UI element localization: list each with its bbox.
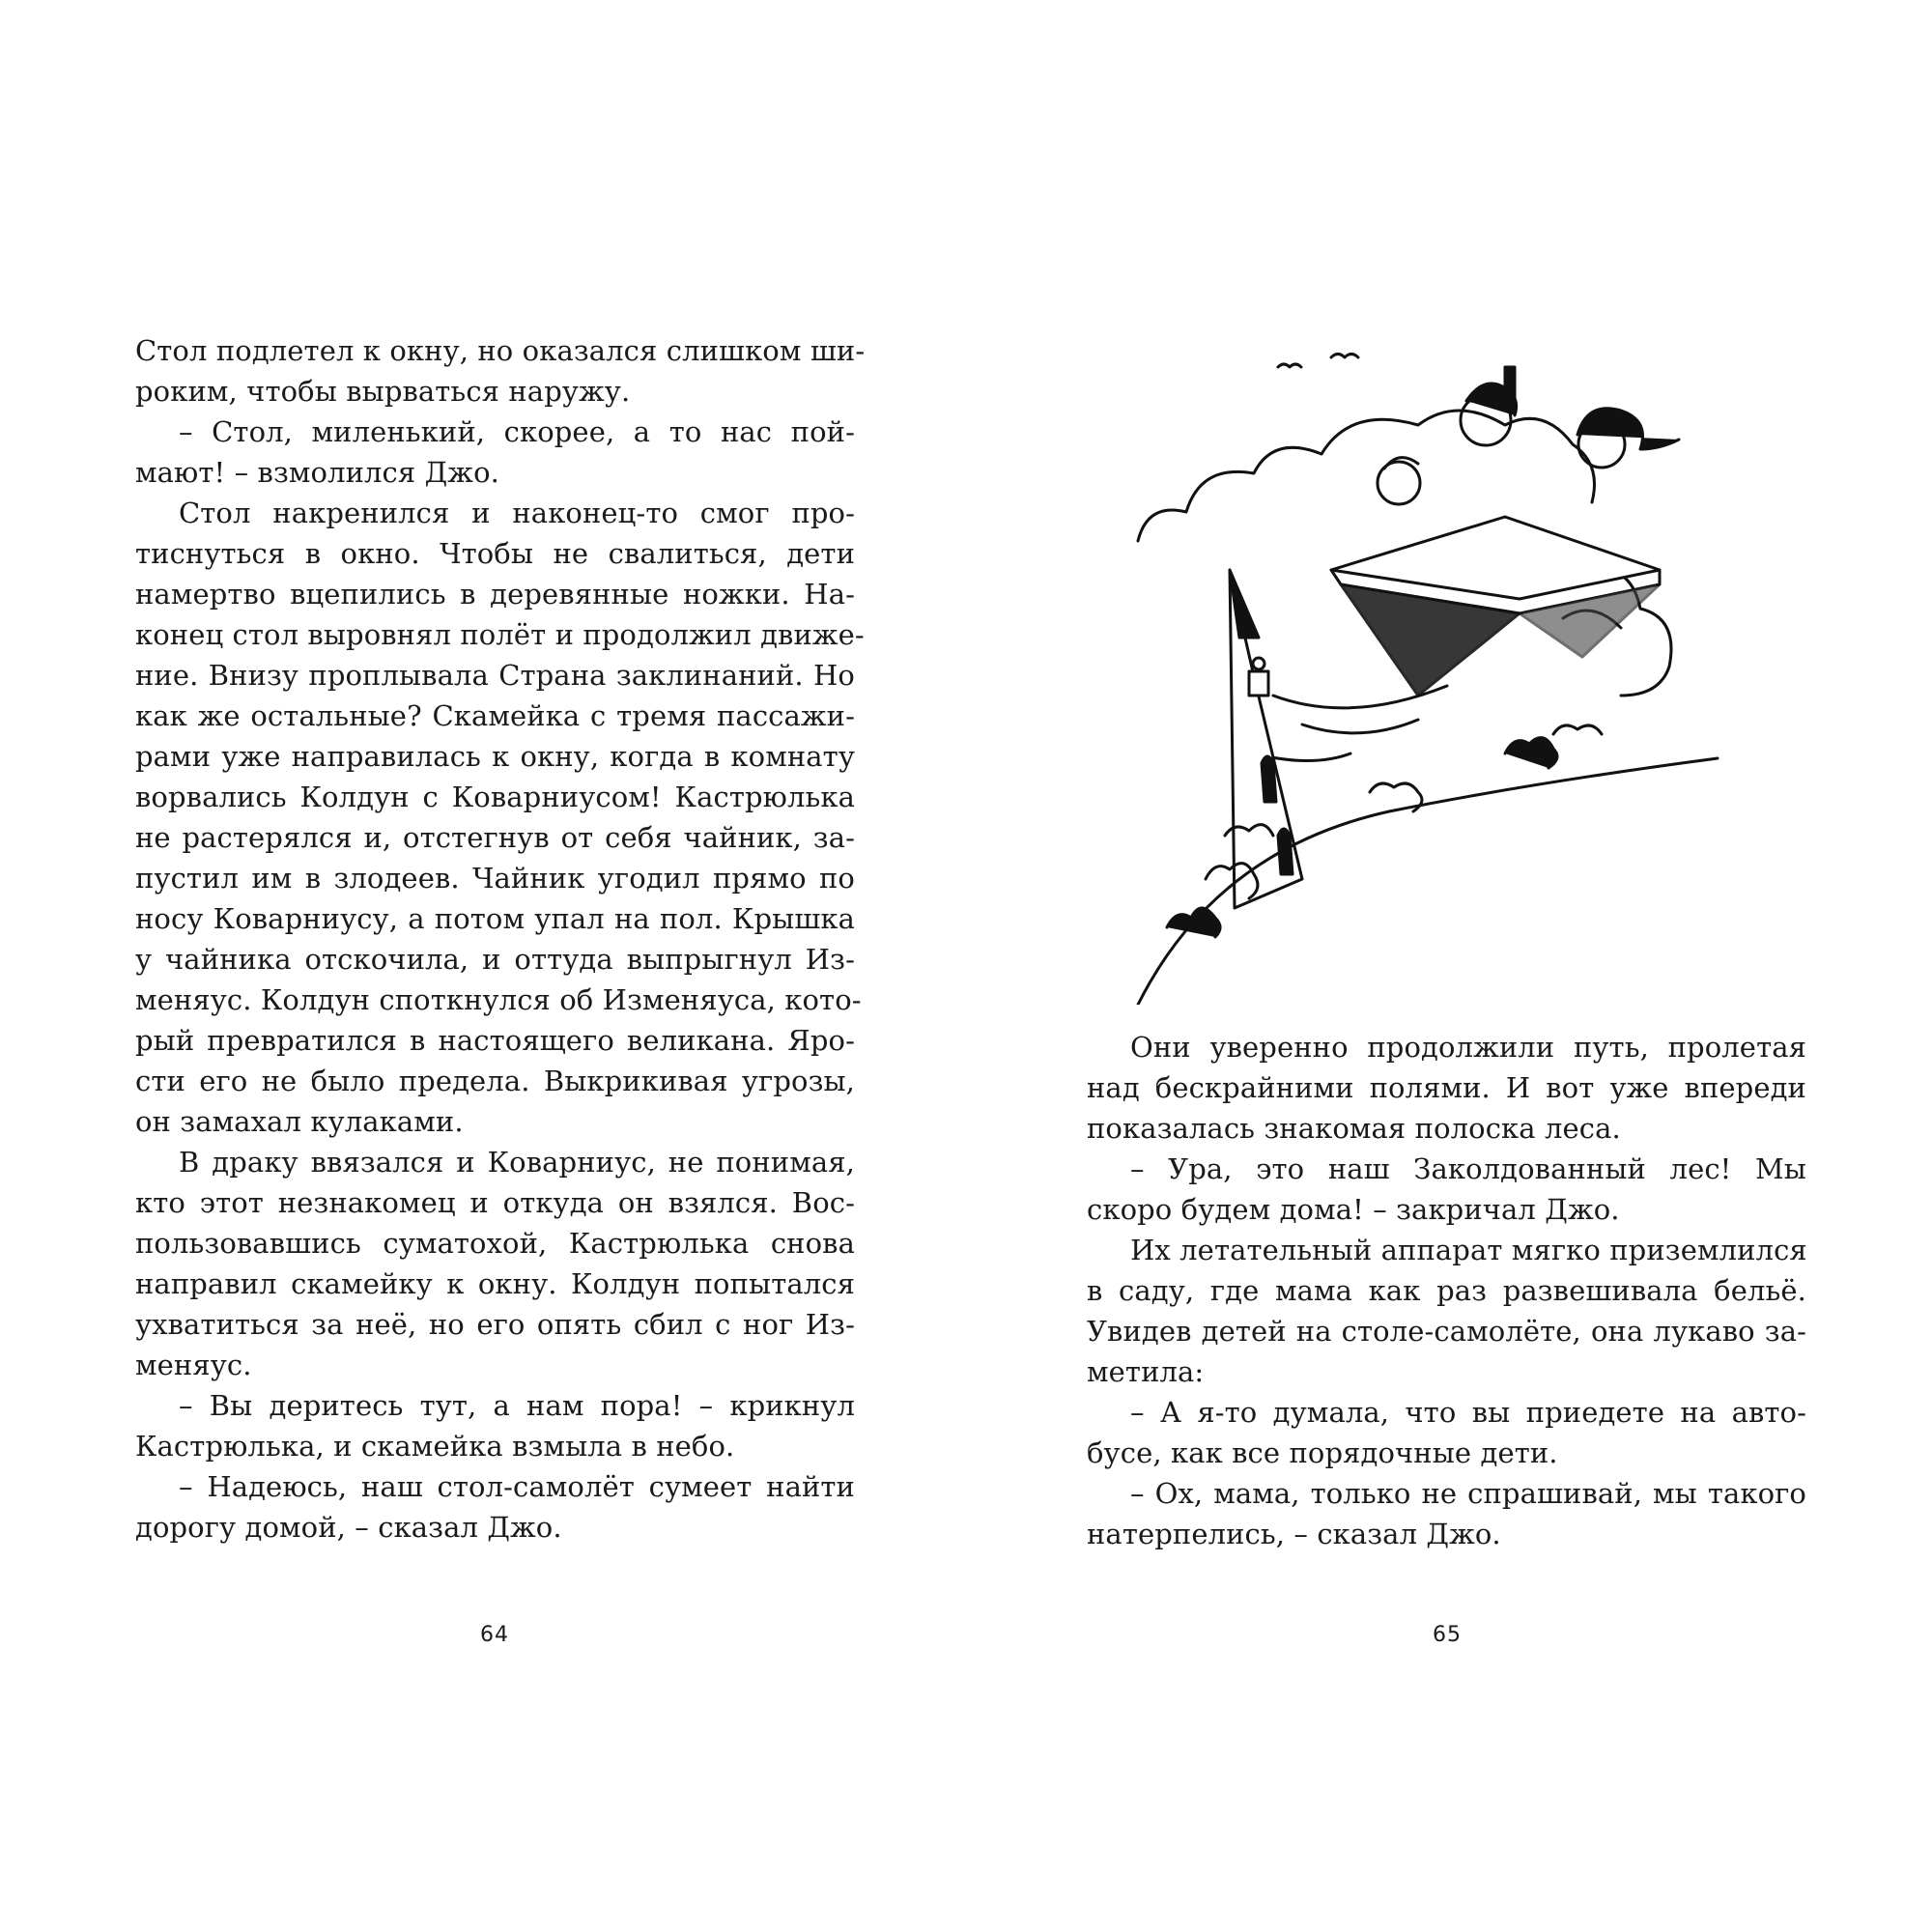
text-line: скоро будем дома! – закричал Джо. [1087,1193,1620,1226]
table-shape [1331,517,1660,599]
text-line: бусе, как все порядочные дети. [1087,1436,1558,1469]
text-line: Увидев детей на столе-самолёте, она лукаво за- [1087,1315,1806,1348]
speed-line [1302,720,1418,733]
text-line: в саду, где мама как раз развешивала бельё. [1087,1274,1806,1307]
text-line: дорогу домой, – сказал Джо. [135,1511,562,1544]
flying-table-illustration [1080,309,1756,1005]
text-line: Они уверенно продолжили путь, пролетая [1130,1031,1806,1064]
text-line: меняус. [135,1349,252,1381]
text-line: ворвались Колдун с Коварниусом! Кастрюлька [135,781,855,813]
text-line: роким, чтобы вырваться наружу. [135,375,631,408]
text-line: сти его не было предела. Выкрикивая угрозы, [135,1065,855,1097]
text-line: он замахал кулаками. [135,1105,464,1138]
page-number-left: 64 [480,1623,509,1647]
hill-shape [1138,758,1718,1005]
text-line: как же остальные? Скамейка с тремя пассажи- [135,699,855,732]
text-line: В драку ввязался и Коварниус, не понимая, [179,1146,855,1179]
text-line: – Вы деритесь тут, а нам пора! – крикнул [179,1389,855,1422]
text-line: пустил им в злодеев. Чайник угодил прямо по [135,862,855,895]
text-line: Стол накренился и наконец-то смог про- [179,497,855,529]
text-line: не растерялся и, отстегнув от себя чайник, за- [135,821,855,854]
text-line: носу Коварниусу, а потом упал на пол. Крышка [135,902,855,935]
text-line: рый превратился в настоящего великана. Яро- [135,1024,855,1057]
text-line: – Ура, это наш Заколдованный лес! Мы [1130,1152,1806,1185]
text-line: Их летательный аппарат мягко приземлился [1130,1234,1807,1266]
text-line: кто этот незнакомец и откуда он взялся. Вос- [135,1186,855,1219]
text-line: рами уже направилась к окну, когда в комнату [135,740,855,773]
left-page-text [135,330,866,1548]
bird-icon [1331,355,1358,358]
text-line: – Стол, миленький, скорее, а то нас пой- [179,415,855,448]
table-shadow [1341,584,1520,696]
text-line: намертво вцепились в деревянные ножки. На- [135,578,855,611]
right-page [966,0,1932,1932]
bird-icon [1278,364,1301,367]
bush-icon [1553,725,1602,734]
text-line: тиснуться в окно. Чтобы не свалиться, дети [135,537,855,570]
text-line: ние. Внизу проплывала Страна заклинаний. Но [135,659,855,692]
bush-icon [1167,908,1220,937]
cloud-shape [1138,411,1595,541]
text-line: – Надеюсь, наш стол-самолёт сумеет найти [179,1470,855,1503]
text-line: над бескрайними полями. И вот уже впереди [1087,1071,1806,1104]
text-line: направил скамейку к окну. Колдун попытался [135,1267,855,1300]
text-line: ухватиться за неё, но его опять сбил с ног Из- [135,1308,855,1341]
text-line: пользовавшись суматохой, Кастрюлька снова [135,1227,855,1260]
text-line: Кастрюлька, и скамейка взмыла в небо. [135,1430,735,1463]
page-number-right: 65 [1433,1623,1462,1647]
text-line: – А я-то думала, что вы приедете на авто- [1130,1396,1806,1429]
text-line: мают! – взмолился Джо. [135,456,499,489]
bush-icon [1505,738,1557,768]
text-line: конец стол выровнял полёт и продолжил движе- [135,618,865,651]
text-line: натерпелись, – сказал Джо. [1087,1518,1501,1550]
text-line: у чайника отскочила, и оттуда выпрыгнул Из- [135,943,855,976]
text-line: показалась знакомая полоска леса. [1087,1112,1621,1145]
text-line: меняус. Колдун споткнулся об Изменяуса, кото- [135,983,862,1016]
text-line: Стол подлетел к окну, но оказался слишком ши- [135,334,866,367]
right-page-text [1087,1027,1806,1554]
text-line: метила: [1087,1355,1205,1388]
tower-window-icon [1262,756,1276,802]
text-line: – Ох, мама, только не спрашивай, мы такого [1130,1477,1806,1510]
